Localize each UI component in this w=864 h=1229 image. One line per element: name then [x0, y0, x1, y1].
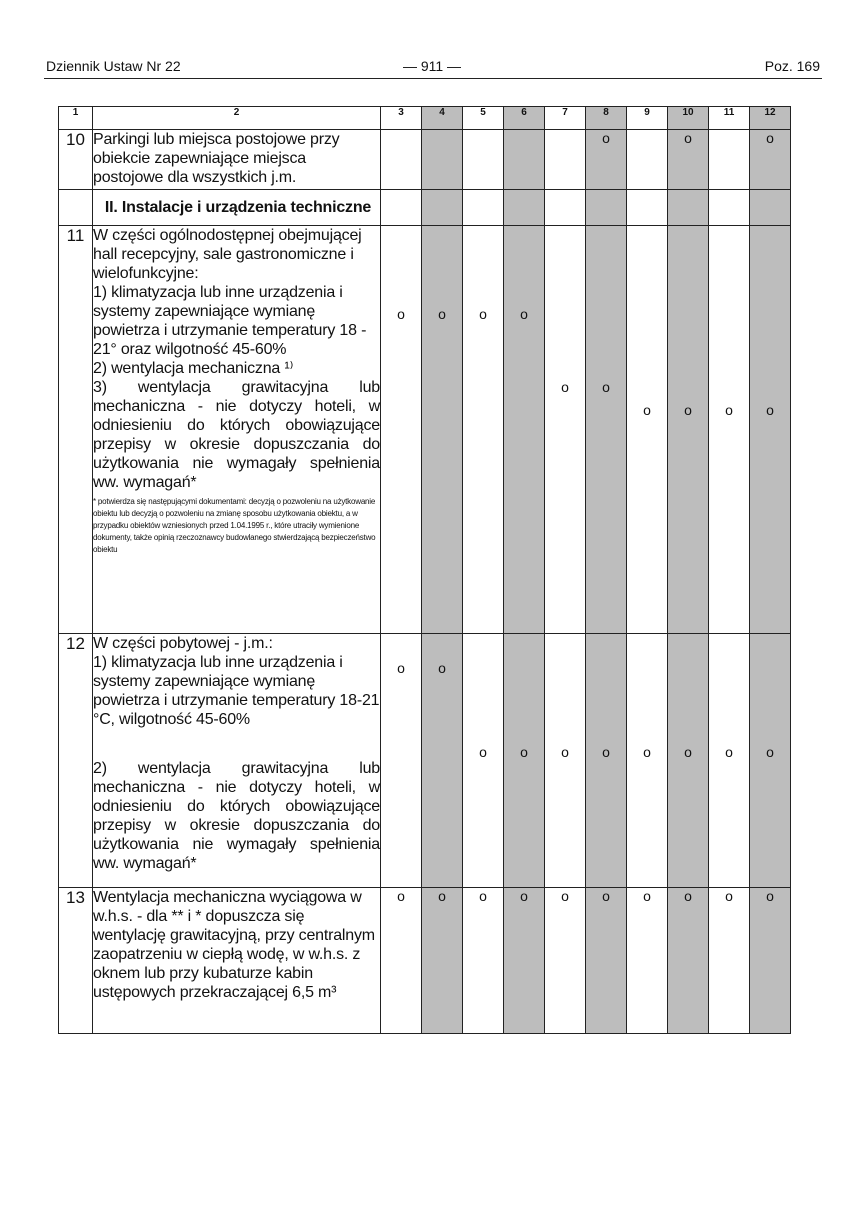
cell-c7	[545, 130, 586, 190]
mark-c6: o	[504, 634, 545, 888]
cell-c10	[668, 190, 709, 226]
row-description: Wentylacja mechaniczna wyciągowa w w.h.s. - dla ** i * dopuszcza się wentylację grawitacyjną, przy centralnym zaopatrzeniu w ciepłą wodę, w w.h.s. z oknem lub przy kubaturze kabin ustępowych przekraczającej 6,5 m³	[93, 888, 381, 1034]
mark-c3: o	[381, 888, 422, 1034]
mark-c8: o	[586, 130, 627, 190]
standards-table	[58, 106, 791, 1034]
mark-c9: o	[627, 888, 668, 1034]
cell-c6	[504, 130, 545, 190]
cell-c11	[709, 190, 750, 226]
mark-c7: o	[545, 888, 586, 1034]
col-header-2: 2	[93, 107, 381, 130]
cell-c12	[750, 190, 791, 226]
mark-c5: o	[463, 888, 504, 1034]
table-row-13	[59, 888, 791, 1034]
cell-c11	[709, 130, 750, 190]
item-1: 1) klimatyzacja lub inne urządzenia i systemy zapewniające wymianę powietrza i utrzymanie temperatury 18 - 21° oraz wilgotność 45-60%	[93, 284, 367, 358]
cell-c6	[504, 190, 545, 226]
footnote: * potwierdza się następującymi dokumentami: decyzją o pozwoleniu na użytkowanie obiektu lub decyzją o pozwoleniu na zmianę sposobu użytkowania obiektu, a w przypadku obiektów wzniesionych przed 1.04.1995 r., które utraciły wymienione dokumenty, także opinią rzeczoznawcy budowlanego stwierdzającą bezpieczeństwo obiektu	[93, 497, 376, 554]
col-header-7: 7	[545, 107, 586, 130]
item-2: 2) wentylacja grawitacyjna lub mechaniczna - nie dotyczy hoteli, w odniesieniu do których obowiązujące przepisy w okresie dopuszczania do użytkowania nie wymagały spełnienia ww. wymagań*	[93, 760, 380, 872]
col-header-4: 4	[422, 107, 463, 130]
row-number: 11	[59, 226, 93, 634]
col-header-5: 5	[463, 107, 504, 130]
mark-c8: o	[586, 888, 627, 1034]
section-header-row	[59, 190, 791, 226]
mark-c9: o	[627, 226, 668, 634]
row-number: 10	[59, 130, 93, 190]
cell-c9	[627, 130, 668, 190]
header-rule	[44, 78, 822, 79]
item-spacer	[93, 729, 380, 759]
mark-c12: o	[750, 888, 791, 1034]
col-header-1: 1	[59, 107, 93, 130]
col-header-9: 9	[627, 107, 668, 130]
col-header-6: 6	[504, 107, 545, 130]
mark-c10: o	[668, 226, 709, 634]
cell-c3	[381, 130, 422, 190]
mark-c10: o	[668, 888, 709, 1034]
cell-empty	[59, 190, 93, 226]
mark-c7: o	[545, 634, 586, 888]
col-header-12: 12	[750, 107, 791, 130]
col-header-3: 3	[381, 107, 422, 130]
section-title: II. Instalacje i urządzenia techniczne	[104, 199, 372, 216]
mark-c6: o	[504, 888, 545, 1034]
mark-c11: o	[709, 888, 750, 1034]
mark-c5: o	[463, 634, 504, 888]
column-number-row	[59, 107, 791, 130]
mark-c10: o	[668, 130, 709, 190]
item-1: 1) klimatyzacja lub inne urządzenia i systemy zapewniające wymianę powietrza i utrzymanie temperatury 18-21 °C, wilgotność 45-60%	[93, 654, 380, 728]
col-header-11: 11	[709, 107, 750, 130]
mark-c12: o	[750, 226, 791, 634]
mark-c4: o	[422, 634, 463, 888]
mark-c12: o	[750, 634, 791, 888]
row-intro: W części ogólnodostępnej obejmującej hall recepcyjny, sale gastronomiczne i wielofunkcyjne:	[93, 227, 362, 282]
mark-c6: o	[504, 226, 545, 634]
mark-c8: o	[586, 634, 627, 888]
item-2: 2) wentylacja mechaniczna ¹⁾	[93, 360, 294, 377]
row-description	[93, 226, 381, 634]
mark-c3: o	[381, 634, 422, 888]
mark-c10: o	[668, 634, 709, 888]
cell-c3	[381, 190, 422, 226]
row-intro: W części pobytowej - j.m.:	[93, 635, 273, 652]
col-header-8: 8	[586, 107, 627, 130]
mark-c9: o	[627, 634, 668, 888]
cell-c7	[545, 190, 586, 226]
cell-c5	[463, 190, 504, 226]
cell-c4	[422, 130, 463, 190]
mark-c3: o	[381, 226, 422, 634]
mark-c4: o	[422, 888, 463, 1034]
cell-c8	[586, 190, 627, 226]
mark-c12: o	[750, 130, 791, 190]
table-row-10	[59, 130, 791, 190]
mark-c7: o	[545, 226, 586, 634]
table-row-11	[59, 226, 791, 634]
header-page-number: — 911 —	[402, 58, 462, 74]
cell-c9	[627, 190, 668, 226]
section-title-cell	[93, 190, 381, 226]
table-row-12	[59, 634, 791, 888]
cell-c5	[463, 130, 504, 190]
row-description	[93, 634, 381, 888]
row-number: 13	[59, 888, 93, 1034]
mark-c11: o	[709, 634, 750, 888]
mark-c5: o	[463, 226, 504, 634]
mark-c4: o	[422, 226, 463, 634]
col-header-10: 10	[668, 107, 709, 130]
item-3: 3) wentylacja grawitacyjna lub mechaniczna - nie dotyczy hoteli, w odniesieniu do których obowiązujące przepisy w okresie dopuszczania do użytkowania nie wymagały spełnienia ww. wymagań*	[93, 379, 380, 491]
row-description: Parkingi lub miejsca postojowe przy obiekcie zapewniające miejsca postojowe dla wszystkich j.m.	[93, 130, 381, 190]
row-number: 12	[59, 634, 93, 888]
header-position: Poz. 169	[764, 58, 820, 74]
cell-c4	[422, 190, 463, 226]
header-journal-title: Dziennik Ustaw Nr 22	[46, 58, 181, 74]
mark-c11: o	[709, 226, 750, 634]
mark-c8: o	[586, 226, 627, 634]
